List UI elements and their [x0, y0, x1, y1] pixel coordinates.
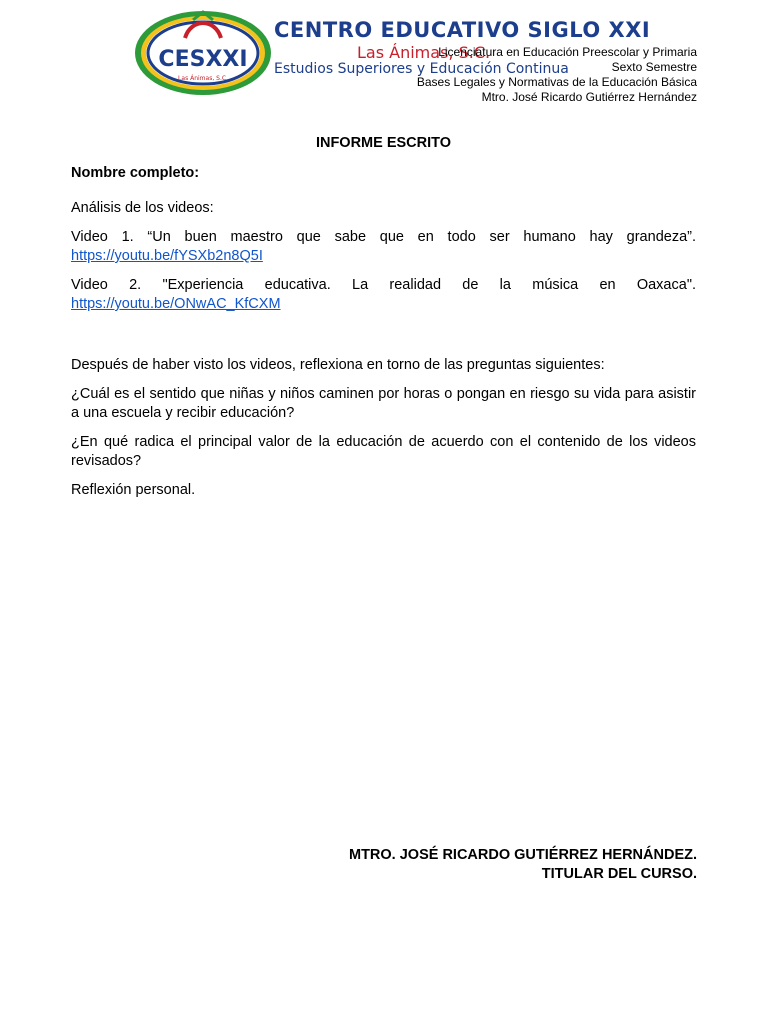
cesxxi-logo: [133, 8, 275, 98]
video-2-link[interactable]: https://youtu.be/ONwAC_KfCXM: [71, 296, 281, 312]
question-1: ¿Cuál es el sentido que niñas y niños caminen por horas o pongan en riesgo su vida para asistir a una escuela y recibir educación?: [71, 386, 696, 421]
reflection-label: Reflexión personal.: [71, 482, 196, 498]
course-program: Licenciatura en Educación Preescolar y Primaria: [438, 45, 697, 59]
document-title: INFORME ESCRITO: [315, 135, 452, 151]
instruction-text: Después de haber visto los videos, reflexiona en torno de las preguntas siguientes:: [71, 357, 605, 373]
course-subject: Bases Legales y Normativas de la Educación Básica: [416, 75, 697, 89]
video-1-block: [71, 228, 696, 266]
question-2: ¿En qué radica el principal valor de la educación de acuerdo con el contenido de los videos revisados?: [71, 434, 696, 469]
course-info: [417, 45, 697, 105]
logo-text: CESXXI: [158, 47, 248, 72]
name-label: Nombre completo:: [71, 165, 200, 181]
logo-subtext: Las Ánimas, S.C.: [178, 75, 228, 82]
course-teacher: Mtro. José Ricardo Gutiérrez Hernández: [481, 90, 697, 104]
brand-location: Las Ánimas, S.C.: [357, 43, 491, 62]
analysis-label: Análisis de los videos:: [71, 200, 214, 216]
signature-role: TITULAR DEL CURSO.: [541, 866, 697, 882]
document-body: [71, 134, 696, 510]
video-2-title: Video 2. "Experiencia educativa. La realidad de la música en Oaxaca".: [71, 277, 696, 293]
signature-name: MTRO. JOSÉ RICARDO GUTIÉRREZ HERNÁNDEZ.: [348, 847, 697, 863]
brand-tagline: Estudios Superiores y Educación Continua: [274, 61, 569, 77]
course-semester: Sexto Semestre: [611, 60, 697, 74]
video-1-title: Video 1. “Un buen maestro que sabe que en todo ser humano hay grandeza”.: [71, 229, 696, 245]
signature-block: [349, 846, 697, 884]
video-2-block: [71, 276, 696, 314]
video-1-link[interactable]: https://youtu.be/fYSXb2n8Q5I: [71, 248, 263, 264]
brand-title: CENTRO EDUCATIVO SIGLO XXI: [274, 18, 651, 42]
